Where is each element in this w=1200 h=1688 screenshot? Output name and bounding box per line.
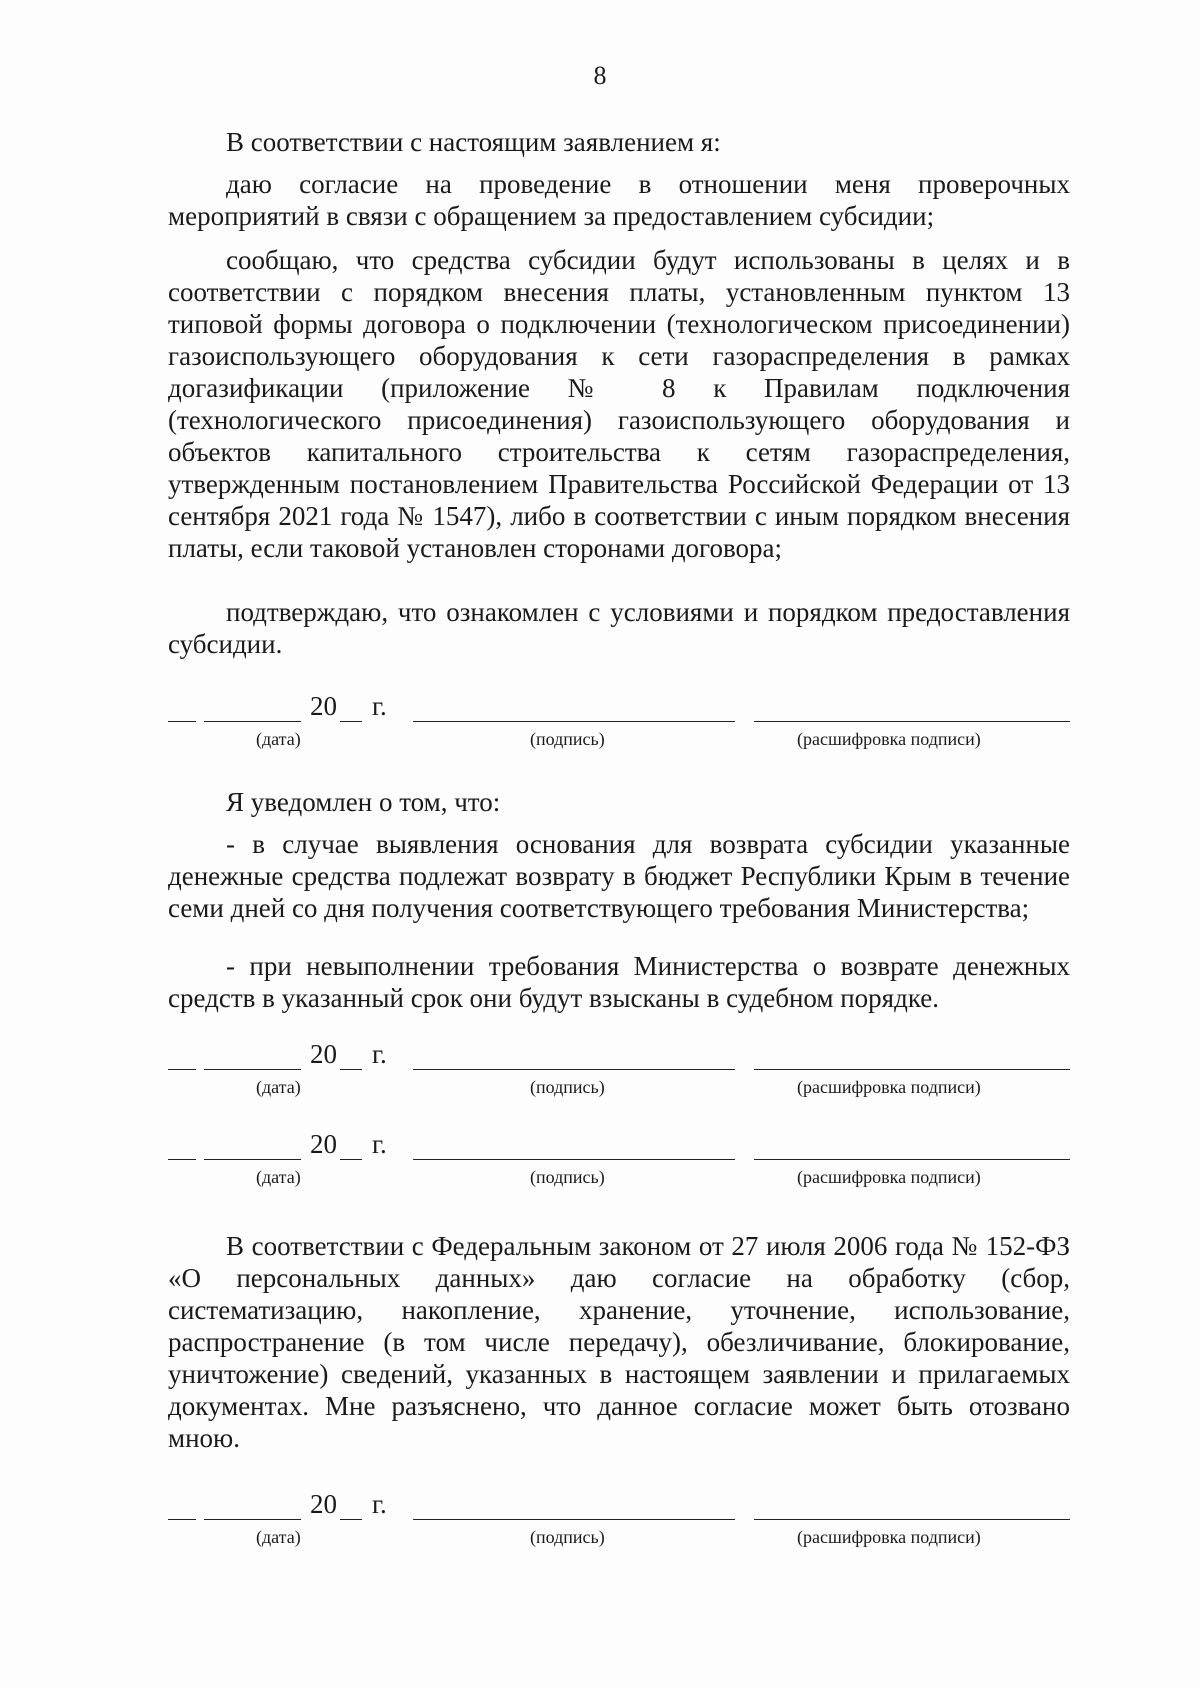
date-month-line[interactable]: [204, 721, 301, 722]
signature-row-3: [168, 1130, 1070, 1188]
section1-acknowledgement: подтверждаю, что ознакомлен с условиями и порядком предоставления субсидии.: [168, 597, 1070, 659]
year-line[interactable]: [340, 721, 362, 722]
signature-decode-caption: (расшифровка подписи): [797, 1077, 981, 1097]
year-suffix: г.: [372, 1039, 387, 1069]
signature-decode-caption: (расшифровка подписи): [797, 729, 981, 749]
year-suffix: г.: [372, 691, 387, 721]
signature-caption: (подпись): [530, 1167, 605, 1187]
signature-decode-line[interactable]: [754, 721, 1070, 722]
date-day-line[interactable]: [168, 721, 196, 722]
year-prefix: 20: [310, 691, 337, 721]
signature-caption: (подпись): [530, 1077, 605, 1097]
signature-decode-line[interactable]: [754, 1159, 1070, 1160]
year-suffix: г.: [372, 1489, 387, 1519]
date-month-line[interactable]: [204, 1519, 301, 1520]
section2-court-notice: - при невыполнении требования Министерства о возврате денежных средств в указанный срок они будут взысканы в судебном порядке.: [168, 951, 1070, 1013]
year-prefix: 20: [310, 1489, 337, 1519]
date-caption: (дата): [256, 1527, 301, 1547]
year-suffix: г.: [372, 1129, 387, 1159]
signature-row-4: [168, 1490, 1070, 1548]
date-month-line[interactable]: [204, 1069, 301, 1070]
signature-row-1: [168, 692, 1070, 750]
section2-refund-notice: - в случае выявления основания для возврата субсидии указанные денежные средства подлежат возврату в бюджет Республики Крым в течение семи дней со дня получения соответствующего требования Министерства;: [168, 829, 1070, 923]
signature-row-2: [168, 1040, 1070, 1098]
year-prefix: 20: [310, 1039, 337, 1069]
page-number: 8: [593, 61, 607, 90]
section2-intro: Я уведомлен о том, что:: [226, 787, 501, 817]
date-caption: (дата): [256, 1167, 301, 1187]
date-caption: (дата): [256, 729, 301, 749]
signature-decode-caption: (расшифровка подписи): [797, 1527, 981, 1547]
year-line[interactable]: [340, 1159, 362, 1160]
date-caption: (дата): [256, 1077, 301, 1097]
signature-decode-caption: (расшифровка подписи): [797, 1167, 981, 1187]
signature-line[interactable]: [413, 1069, 735, 1070]
signature-line[interactable]: [413, 1159, 735, 1160]
signature-caption: (подпись): [530, 1527, 605, 1547]
section1-intro: В соответствии с настоящим заявлением я:: [226, 127, 721, 157]
section1-subsidy-usage: сообщаю, что средства субсидии будут использованы в целях и в соответствии с порядком внесения платы, установленным пунктом 13 типовой формы договора о подключении (технологическом присоединении) газоиспользующего оборудования к сети газораспределения в рамках догазификации (приложение № 8 к Правилам подключения (технологического присоединения) газоиспользующего оборудования и объектов капитального строительства к сетям газораспределения, утвержденным постановлением Правительства Российской Федерации от 13 сентября 2021 года № 1547), либо в соответствии с иным порядком внесения платы, если таковой установлен сторонами договора;: [168, 245, 1070, 563]
date-month-line[interactable]: [204, 1159, 301, 1160]
signature-decode-line[interactable]: [754, 1069, 1070, 1070]
year-line[interactable]: [340, 1519, 362, 1520]
signature-line[interactable]: [413, 721, 735, 722]
date-day-line[interactable]: [168, 1159, 196, 1160]
signature-caption: (подпись): [530, 729, 605, 749]
signature-line[interactable]: [413, 1519, 735, 1520]
section1-consent-checks: даю согласие на проведение в отношении меня проверочных мероприятий в связи с обращением за предоставлением субсидии;: [168, 169, 1070, 231]
signature-decode-line[interactable]: [754, 1519, 1070, 1520]
date-day-line[interactable]: [168, 1069, 196, 1070]
year-prefix: 20: [310, 1129, 337, 1159]
year-line[interactable]: [340, 1069, 362, 1070]
date-day-line[interactable]: [168, 1519, 196, 1520]
section3-personal-data-consent: В соответствии с Федеральным законом от 27 июля 2006 года № 152-ФЗ «О персональных данных» даю согласие на обработку (сбор, систематизацию, накопление, хранение, уточнение, использование, распространение (в том числе передачу), обезличивание, блокирование, уничтожение) сведений, указанных в настоящем заявлении и прилагаемых документах. Мне разъяснено, что данное согласие может быть отозвано мною.: [168, 1231, 1070, 1453]
